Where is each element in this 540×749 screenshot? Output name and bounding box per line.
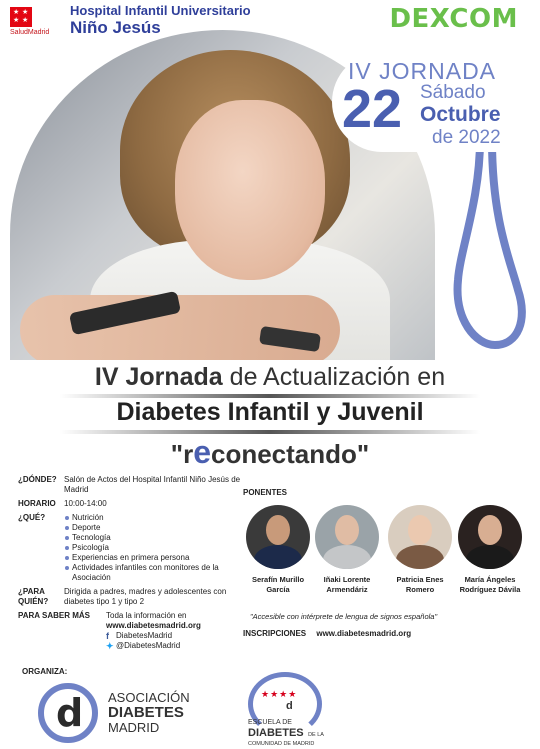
que-label: ¿QUÉ? [18, 513, 46, 522]
speaker-card [452, 505, 528, 595]
title-line2: Diabetes Infantil y Juvenil [116, 398, 424, 426]
speaker-photo [315, 505, 379, 569]
para-quien-value: Dirigida a padres, madres y adolescentes con diabetes tipo 1 y tipo 2 [64, 587, 227, 606]
asociacion-name: ASOCIACIÓN DIABETES MADRID [108, 690, 190, 735]
list-item: Experiencias en primera persona [64, 553, 248, 563]
inscripciones-row [243, 629, 411, 638]
hospital-name-line1: Hospital Infantil Universitario [70, 3, 251, 18]
speaker-name: Serafín Murillo [251, 575, 305, 584]
inscripciones-link[interactable]: www.diabetesmadrid.org [316, 629, 412, 638]
twitter-handle[interactable]: @DiabetesMadrid [116, 641, 181, 650]
speaker-name: María Ángeles [464, 575, 516, 584]
speaker-photo [388, 505, 452, 569]
organiza-label: ORGANIZA: [22, 667, 68, 676]
salud-madrid-label: SaludMadrid [10, 29, 50, 36]
weekday-label: Sábado [420, 82, 486, 103]
accessibility-note: "Accesible con intérprete de lengua de signos española" [250, 612, 438, 621]
speaker-card [382, 505, 458, 595]
list-item: Actividades infantiles con monitores de la Asociación [64, 563, 248, 583]
asociacion-diabetes-logo: d [38, 683, 98, 743]
edition-label: IV JORNADA [348, 58, 497, 84]
madrid-flag-icon: ★ ★ ★ ★ [10, 7, 32, 27]
title-slogan: "reconectando" [170, 434, 370, 470]
event-info [18, 475, 248, 655]
donde-value: Salón de Actos del Hospital Infantil Niño Jesús de Madrid [64, 475, 241, 494]
horario-label: HORARIO [18, 499, 56, 508]
horario-value: 10:00-14:00 [64, 499, 107, 508]
escuela-name: ESCUELA DE DIABETES DE LA COMUNIDAD DE MADRID [248, 719, 324, 747]
speaker-surname: Armendáriz [326, 585, 368, 594]
day-number: 22 [342, 79, 403, 139]
speaker-photo [458, 505, 522, 569]
cgm-tube-graphic [440, 140, 530, 350]
para-quien-label: ¿PARA QUIÉN? [18, 587, 49, 606]
title-line1: IV Jornada de Actualización en [94, 363, 446, 391]
list-item: Deporte [64, 523, 248, 533]
website-link[interactable]: www.diabetesmadrid.org [106, 621, 201, 630]
donde-label: ¿DÓNDE? [18, 475, 57, 484]
list-item: Psicología [64, 543, 248, 553]
speaker-surname: García [266, 585, 290, 594]
facebook-icon[interactable]: f [106, 631, 109, 641]
speaker-name: Patricia Enes [396, 575, 444, 584]
saber-mas-label: PARA SABER MÁS [18, 611, 91, 620]
list-item: Nutrición [64, 513, 248, 523]
escuela-diabetes-logo: ★★★★ d [248, 672, 322, 742]
speaker-card [240, 505, 316, 595]
date-badge [332, 52, 532, 152]
month-label: Octubre [420, 103, 501, 126]
speaker-card [309, 505, 385, 595]
speaker-name: Iñaki Lorente [323, 575, 371, 584]
speaker-surname: Romero [405, 585, 435, 594]
speaker-surname: Rodríguez Dávila [459, 585, 521, 594]
que-list [64, 513, 248, 583]
speaker-photo [246, 505, 310, 569]
facebook-handle[interactable]: DiabetesMadrid [116, 631, 173, 640]
inscripciones-label: INSCRIPCIONES [243, 629, 307, 638]
list-item: Tecnología [64, 533, 248, 543]
twitter-icon[interactable]: ✦ [106, 641, 114, 651]
ponentes-heading: PONENTES [243, 488, 288, 497]
saber-mas-text: Toda la información en [106, 611, 187, 620]
dexcom-logo: DEXCOM [389, 4, 518, 34]
year-label: de 2022 [432, 127, 501, 148]
hospital-name-line2: Niño Jesús [70, 18, 161, 37]
